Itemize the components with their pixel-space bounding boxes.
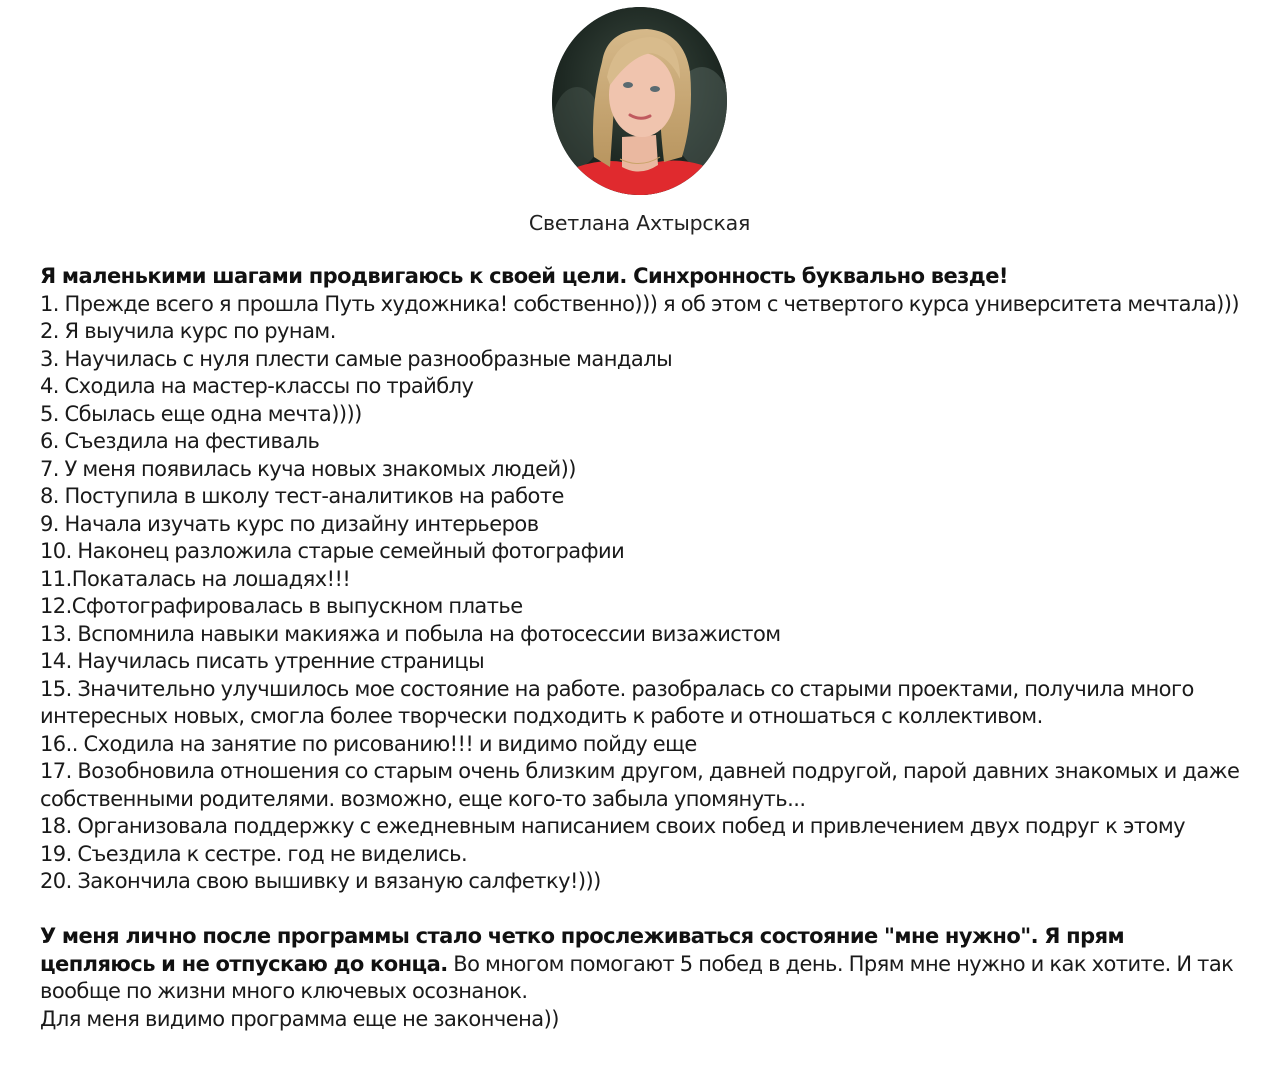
list-item: 15. Значительно улучшилось мое состояние на работе. разобралась со старыми проектами, получила много интересных новых, смогла более творчески подходить к работе и отношаться с коллективом. <box>40 676 1194 728</box>
list-item: 19. Съездила к сестре. год не виделись. <box>40 841 468 866</box>
list-item: 4. Сходила на мастер-классы по трайблу <box>40 374 474 398</box>
list-item: 11.Покаталась на лошадях!!! <box>40 566 351 591</box>
conclusion-bold-text: У меня лично после программы стало четко прослеживаться состояние "мне нужно". Я прям цепляюсь и не отпускаю до конца. <box>40 924 1125 976</box>
list-item: 12.Сфотографировалась в выпускном платье <box>40 594 523 618</box>
testimonial-text <box>40 263 1240 1033</box>
list-item: 16.. Сходила на занятие по рисованию!!! и видимо пойду еще <box>40 731 697 756</box>
list-item: 14. Научилась писать утренние страницы <box>40 649 485 673</box>
conclusion-regular-text: Во многом помогают 5 побед в день. Прям мне нужно и как хотите. И так вообще по жизни много ключевых осознанок. <box>40 951 1234 1003</box>
list-item: 9. Начала изучать курс по дизайну интерьеров <box>40 511 539 536</box>
testimonial-conclusion <box>40 923 1240 1006</box>
paragraph-spacer <box>40 896 1240 924</box>
list-item: 2. Я выучила курс по рунам. <box>40 319 336 343</box>
list-item: 3. Научилась с нуля плести самые разнообразные мандалы <box>40 346 673 371</box>
list-item: 20. Закончила свою вышивку и вязаную салфетку!))) <box>40 869 601 893</box>
list-item: 6. Съездила на фестиваль <box>40 429 320 453</box>
list-item: 13. Вспомнила навыки макияжа и побыла на фотосессии визажистом <box>40 621 781 646</box>
testimonial-headline: Я маленькими шагами продвигаюсь к своей цели. Синхронность буквально везде! <box>40 264 1008 288</box>
list-item: 1. Прежде всего я прошла Путь художника! собственно))) я об этом с четвертого курса университета мечтала))) <box>40 291 1240 316</box>
testimonial-closing: Для меня видимо программа еще не закончена)) <box>40 1006 559 1031</box>
list-item: 17. Возобновила отношения со старым очень близким другом, давней подругой, парой давних знакомых и даже собственными родителями. возможно, еще кого-то забыла упомянуть... <box>40 759 1240 811</box>
achievements-list <box>40 291 1240 896</box>
list-item: 10. Наконец разложила старые семейный фотографии <box>40 539 625 563</box>
portrait-photo-icon <box>552 7 727 195</box>
person-name: Светлана Ахтырская <box>528 211 751 235</box>
avatar <box>552 7 727 195</box>
list-item: 7. У меня появилась куча новых знакомых людей)) <box>40 456 576 481</box>
list-item: 5. Сбылась еще одна мечта)))) <box>40 401 362 426</box>
list-item: 18. Организовала поддержку с ежедневным написанием своих побед и привлечением двух подруг к этому <box>40 814 1186 838</box>
list-item: 8. Поступила в школу тест-аналитиков на работе <box>40 484 564 508</box>
